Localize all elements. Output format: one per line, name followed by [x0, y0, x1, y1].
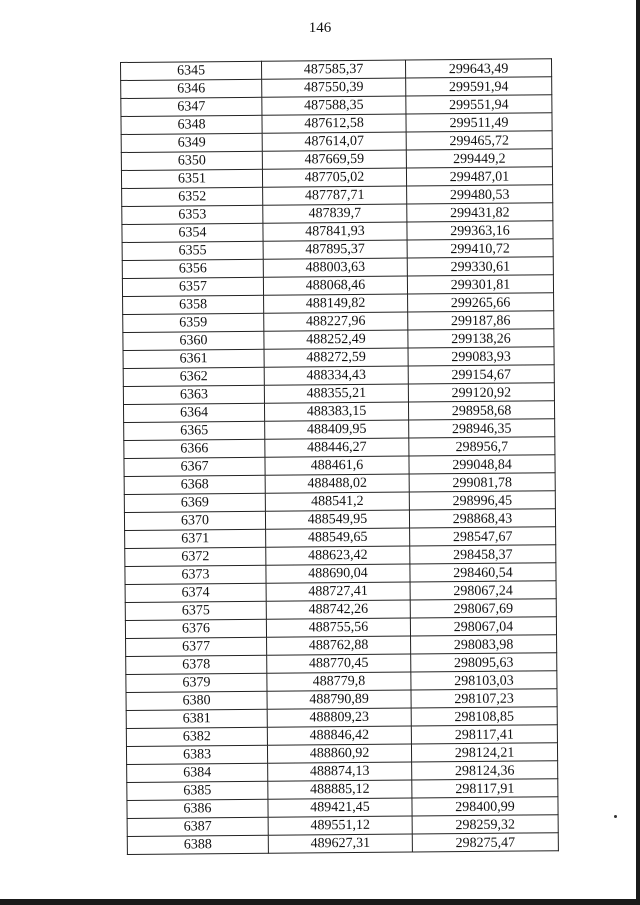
y-coordinate-cell: 299154,67: [408, 365, 554, 384]
point-number-cell: 6360: [123, 331, 264, 350]
x-coordinate-cell: 488461,6: [265, 456, 409, 475]
x-coordinate-cell: 488762,88: [267, 636, 411, 655]
point-number-cell: 6388: [127, 835, 268, 854]
table-row: [127, 833, 558, 855]
y-coordinate-cell: 298868,43: [409, 509, 555, 528]
x-coordinate-cell: 488885,12: [268, 780, 412, 799]
point-number-cell: 6364: [123, 403, 264, 422]
y-coordinate-cell: 299511,49: [406, 113, 552, 132]
x-coordinate-cell: 488409,95: [265, 420, 409, 439]
point-number-cell: 6347: [121, 97, 262, 116]
point-number-cell: 6365: [124, 421, 265, 440]
y-coordinate-cell: 298956,7: [409, 437, 555, 456]
point-number-cell: 6368: [124, 475, 265, 494]
y-coordinate-cell: 299643,49: [405, 59, 551, 78]
y-coordinate-cell: 298103,03: [411, 671, 557, 690]
x-coordinate-cell: 487614,07: [262, 132, 406, 151]
point-number-cell: 6383: [126, 745, 267, 764]
point-number-cell: 6375: [125, 601, 266, 620]
y-coordinate-cell: 298958,68: [408, 401, 554, 420]
point-number-cell: 6370: [124, 511, 265, 530]
y-coordinate-cell: 298067,24: [410, 581, 556, 600]
x-coordinate-cell: 488272,59: [264, 348, 408, 367]
x-coordinate-cell: 487841,93: [263, 222, 407, 241]
coordinates-table: [120, 58, 559, 855]
x-coordinate-cell: 488690,04: [266, 564, 410, 583]
x-coordinate-cell: 488742,26: [266, 600, 410, 619]
y-coordinate-cell: 299431,82: [407, 203, 553, 222]
scan-edge-bottom: [0, 899, 640, 905]
y-coordinate-cell: 298458,37: [410, 545, 556, 564]
y-coordinate-cell: 298117,91: [412, 779, 558, 798]
y-coordinate-cell: 298547,67: [410, 527, 556, 546]
point-number-cell: 6387: [127, 817, 268, 836]
y-coordinate-cell: 299480,53: [407, 185, 553, 204]
x-coordinate-cell: 488541,2: [265, 492, 409, 511]
point-number-cell: 6356: [122, 259, 263, 278]
point-number-cell: 6358: [123, 295, 264, 314]
y-coordinate-cell: 299591,94: [406, 77, 552, 96]
x-coordinate-cell: 488068,46: [263, 276, 407, 295]
scan-edge-right: [636, 0, 640, 905]
y-coordinate-cell: 298259,32: [412, 815, 558, 834]
x-coordinate-cell: 487588,35: [262, 96, 406, 115]
point-number-cell: 6378: [126, 655, 267, 674]
point-number-cell: 6386: [127, 799, 268, 818]
point-number-cell: 6361: [123, 349, 264, 368]
point-number-cell: 6350: [121, 151, 262, 170]
point-number-cell: 6369: [124, 493, 265, 512]
x-coordinate-cell: 487895,37: [263, 240, 407, 259]
y-coordinate-cell: 298124,21: [411, 743, 557, 762]
x-coordinate-cell: 487787,71: [263, 186, 407, 205]
x-coordinate-cell: 488549,65: [266, 528, 410, 547]
y-coordinate-cell: 299048,84: [409, 455, 555, 474]
x-coordinate-cell: 487705,02: [262, 168, 406, 187]
x-coordinate-cell: 488790,89: [267, 690, 411, 709]
x-coordinate-cell: 488779,8: [267, 672, 411, 691]
y-coordinate-cell: 298067,04: [410, 617, 556, 636]
y-coordinate-cell: 299330,61: [407, 257, 553, 276]
x-coordinate-cell: 488334,43: [264, 366, 408, 385]
x-coordinate-cell: 488227,96: [264, 312, 408, 331]
y-coordinate-cell: 299187,86: [408, 311, 554, 330]
point-number-cell: 6381: [126, 709, 267, 728]
point-number-cell: 6359: [123, 313, 264, 332]
point-number-cell: 6353: [122, 205, 263, 224]
x-coordinate-cell: 488383,15: [264, 402, 408, 421]
page-number: 146: [308, 20, 332, 36]
y-coordinate-cell: 298460,54: [410, 563, 556, 582]
x-coordinate-cell: 488755,56: [266, 618, 410, 637]
y-coordinate-cell: 298067,69: [410, 599, 556, 618]
y-coordinate-cell: 299410,72: [407, 239, 553, 258]
point-number-cell: 6372: [125, 547, 266, 566]
y-coordinate-cell: 298400,99: [412, 797, 558, 816]
x-coordinate-cell: 488252,49: [264, 330, 408, 349]
y-coordinate-cell: 298946,35: [409, 419, 555, 438]
point-number-cell: 6366: [124, 439, 265, 458]
y-coordinate-cell: 298108,85: [411, 707, 557, 726]
point-number-cell: 6362: [123, 367, 264, 386]
y-coordinate-cell: 299551,94: [406, 95, 552, 114]
point-number-cell: 6384: [127, 763, 268, 782]
x-coordinate-cell: 489421,45: [268, 798, 412, 817]
x-coordinate-cell: 487612,58: [262, 114, 406, 133]
x-coordinate-cell: 488355,21: [264, 384, 408, 403]
x-coordinate-cell: 487839,7: [263, 204, 407, 223]
y-coordinate-cell: 298083,98: [411, 635, 557, 654]
y-coordinate-cell: 299465,72: [406, 131, 552, 150]
coordinates-table-body: [121, 59, 559, 855]
x-coordinate-cell: 488003,63: [263, 258, 407, 277]
x-coordinate-cell: 488860,92: [267, 744, 411, 763]
point-number-cell: 6354: [122, 223, 263, 242]
x-coordinate-cell: 489627,31: [268, 834, 412, 853]
point-number-cell: 6382: [126, 727, 267, 746]
y-coordinate-cell: 299487,01: [406, 167, 552, 186]
x-coordinate-cell: 488488,02: [265, 474, 409, 493]
point-number-cell: 6373: [125, 565, 266, 584]
point-number-cell: 6385: [127, 781, 268, 800]
x-coordinate-cell: 487550,39: [262, 78, 406, 97]
y-coordinate-cell: 299301,81: [407, 275, 553, 294]
x-coordinate-cell: 488149,82: [264, 294, 408, 313]
point-number-cell: 6367: [124, 457, 265, 476]
y-coordinate-cell: 299081,78: [409, 473, 555, 492]
x-coordinate-cell: 488874,13: [268, 762, 412, 781]
y-coordinate-cell: 299449,2: [406, 149, 552, 168]
y-coordinate-cell: 298124,36: [412, 761, 558, 780]
x-coordinate-cell: 489551,12: [268, 816, 412, 835]
y-coordinate-cell: 298996,45: [409, 491, 555, 510]
point-number-cell: 6348: [121, 115, 262, 134]
x-coordinate-cell: 488727,41: [266, 582, 410, 601]
x-coordinate-cell: 488623,42: [266, 546, 410, 565]
point-number-cell: 6377: [126, 637, 267, 656]
x-coordinate-cell: 487669,59: [262, 150, 406, 169]
x-coordinate-cell: 488549,95: [265, 510, 409, 529]
x-coordinate-cell: 488846,42: [267, 726, 411, 745]
y-coordinate-cell: 299363,16: [407, 221, 553, 240]
point-number-cell: 6352: [122, 187, 263, 206]
y-coordinate-cell: 299138,26: [408, 329, 554, 348]
y-coordinate-cell: 299083,93: [408, 347, 554, 366]
x-coordinate-cell: 488446,27: [265, 438, 409, 457]
point-number-cell: 6349: [121, 133, 262, 152]
point-number-cell: 6374: [125, 583, 266, 602]
y-coordinate-cell: 298275,47: [412, 833, 558, 852]
x-coordinate-cell: 488770,45: [267, 654, 411, 673]
point-number-cell: 6371: [125, 529, 266, 548]
point-number-cell: 6380: [126, 691, 267, 710]
point-number-cell: 6363: [123, 385, 264, 404]
point-number-cell: 6376: [125, 619, 266, 638]
y-coordinate-cell: 299120,92: [408, 383, 554, 402]
scan-speck: [614, 815, 617, 818]
y-coordinate-cell: 298117,41: [411, 725, 557, 744]
point-number-cell: 6351: [121, 169, 262, 188]
point-number-cell: 6355: [122, 241, 263, 260]
y-coordinate-cell: 299265,66: [408, 293, 554, 312]
y-coordinate-cell: 298107,23: [411, 689, 557, 708]
point-number-cell: 6345: [121, 61, 262, 80]
point-number-cell: 6357: [122, 277, 263, 296]
point-number-cell: 6379: [126, 673, 267, 692]
y-coordinate-cell: 298095,63: [411, 653, 557, 672]
x-coordinate-cell: 488809,23: [267, 708, 411, 727]
point-number-cell: 6346: [121, 79, 262, 98]
x-coordinate-cell: 487585,37: [261, 60, 405, 79]
